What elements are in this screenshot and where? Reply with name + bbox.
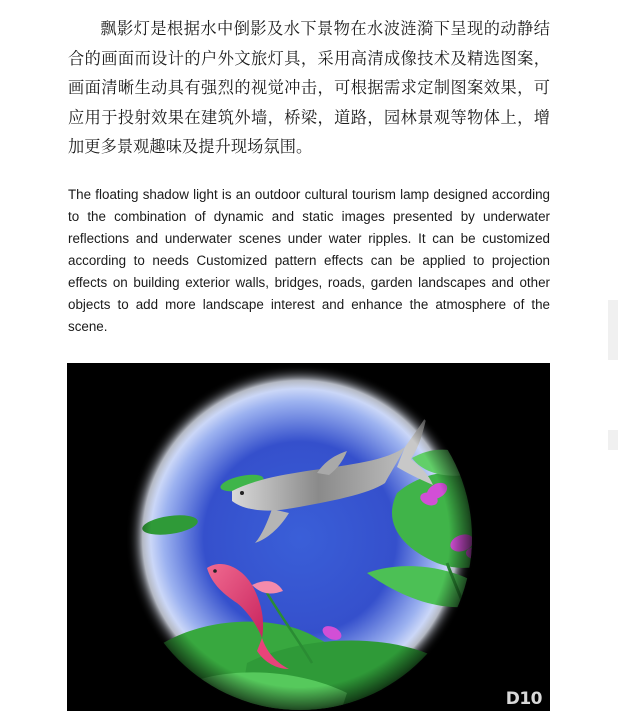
english-description: The floating shadow light is an outdoor cultural tourism lamp designed according to the combination of dynamic and static images presented by underwater reflections and underwater scenes under water ripples. It can be customized according to needs Customized pattern effects can be applied to projection effects on building exterior walls, bridges, roads, garden landscapes and other objects to add more landscape interest and enhance the atmosphere of the scene. — [68, 187, 550, 334]
page-code-label: D10 — [505, 689, 542, 709]
product-projection-image — [67, 363, 550, 711]
edge-shadow — [608, 430, 618, 450]
chinese-description: 飘影灯是根据水中倒影及水下景物在水波涟漪下呈现的动静结合的画面而设计的户外文旅灯具，采用高清成像技术及精选图案，画面清晰生动具有强烈的视觉冲击，可根据需求定制图案效果，可应用于投射效果在建筑外墙，桥梁，道路，园林景观等物体上，增加更多景观趣味及提升现场氛围。 — [68, 19, 550, 156]
edge-shadow — [608, 300, 618, 360]
koi-pond-projection-picture — [67, 363, 550, 711]
